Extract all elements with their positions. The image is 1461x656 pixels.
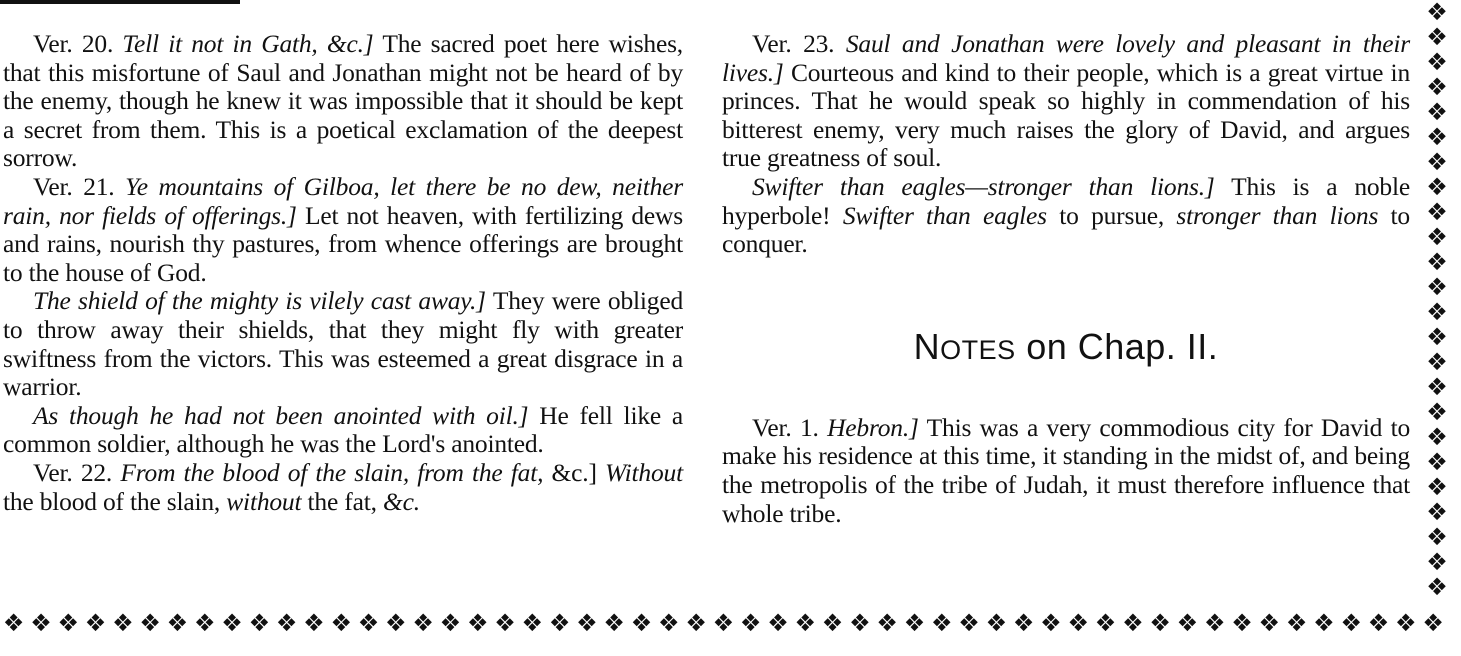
verse-number: Ver. 22. <box>33 457 113 487</box>
verse-quote: Swifter than eagles—stronger than lions.] <box>752 171 1215 201</box>
fleuron-ornament: ❖ <box>1203 609 1226 637</box>
fleuron-ornament: ❖ <box>1426 148 1448 176</box>
note-shield <box>3 287 683 401</box>
fleuron-ornament: ❖ <box>84 609 107 637</box>
fleuron-ornament: ❖ <box>1426 23 1448 51</box>
fleuron-ornament: ❖ <box>1040 609 1062 637</box>
verse-quote: From the blood of the slain, from the fat, <box>120 457 544 487</box>
fleuron-ornament: ❖ <box>112 609 134 637</box>
fleuron-ornament: ❖ <box>1258 609 1281 637</box>
verse-quote: Saul and Jonathan were lovely and pleasant in their lives.] <box>722 29 1410 87</box>
note-text: the blood of the slain, <box>3 486 227 516</box>
verse-number: Ver. 21. <box>33 171 115 201</box>
fleuron-ornament: ❖ <box>1426 223 1448 251</box>
fleuron-ornament: ❖ <box>1285 609 1308 637</box>
note-text: This was a very commodious city for David to make his residence at this time, it standing in the midst of, and being the metropolis of the tribe of Judah, it must therefore influence that whole tribe. <box>722 412 1411 528</box>
note-text: Courteous and kind to their people, which is a great virtue in princes. That he would speak so highly in commendation of his bitterest enemy, very much raises the glory of David, and argues true greatness of soul. <box>722 57 1410 173</box>
note-text: This is a noble hyperbole! <box>722 171 1410 230</box>
fleuron-ornament: ❖ <box>1426 398 1448 426</box>
fleuron-ornament: ❖ <box>1231 609 1253 637</box>
fleuron-ornament: ❖ <box>1426 173 1448 201</box>
note-text: Let not heaven, with fertilizing dews and rains, nourish thy pastures, from whence offerings are brought to the house of God. <box>3 200 683 287</box>
fleuron-ornament: ❖ <box>57 609 79 637</box>
verse-quote: As though he had not been anointed with oil.] <box>33 400 529 430</box>
note-verse-23 <box>722 30 1410 173</box>
note-verse-22 <box>3 459 683 516</box>
verse-number: Ver. 1. <box>752 412 819 442</box>
emphasis-word: Without <box>605 457 683 487</box>
fleuron-ornament: ❖ <box>1395 609 1417 637</box>
fleuron-ornament: ❖ <box>794 609 817 637</box>
fleuron-ornament: ❖ <box>1426 48 1448 76</box>
top-rule <box>0 0 240 4</box>
note-chapter2-verse-1 <box>722 414 1410 528</box>
fleuron-ornament: ❖ <box>1426 0 1448 26</box>
section-heading <box>722 327 1410 370</box>
fleuron-ornament: ❖ <box>248 609 271 637</box>
fleuron-ornament: ❖ <box>193 609 216 637</box>
fleuron-ornament: ❖ <box>494 609 516 637</box>
fleuron-ornament: ❖ <box>1426 273 1448 301</box>
fleuron-ornament: ❖ <box>1067 609 1089 637</box>
heading-smallcaps: OTES <box>940 334 1016 365</box>
fleuron-ornament: ❖ <box>821 609 844 637</box>
fleuron-ornament: ❖ <box>1426 123 1448 151</box>
fleuron-ornament: ❖ <box>903 609 926 637</box>
ornamental-border-right <box>1421 0 1453 600</box>
fleuron-ornament: ❖ <box>849 609 871 637</box>
fleuron-ornament: ❖ <box>1426 498 1448 526</box>
fleuron-ornament: ❖ <box>1422 609 1444 637</box>
fleuron-ornament: ❖ <box>658 609 680 637</box>
fleuron-ornament: ❖ <box>30 609 52 637</box>
note-verse-20 <box>3 30 683 173</box>
note-verse-21 <box>3 173 683 287</box>
note-text: They were obliged to throw away their shields, that they might fly with greater swiftness from the victors. This was esteemed a great disgrace in a warrior. <box>3 286 683 402</box>
fleuron-ornament: ❖ <box>1012 609 1035 637</box>
emphasis-etc: &c. <box>382 486 420 516</box>
verse-quote: Ye mountains of Gilboa, let there be no dew, neither rain, nor fields of offerings.] <box>3 171 683 230</box>
fleuron-ornament: ❖ <box>2 609 25 637</box>
fleuron-ornament: ❖ <box>1340 609 1362 637</box>
fleuron-ornament: ❖ <box>576 609 598 637</box>
fleuron-ornament: ❖ <box>767 609 789 637</box>
emphasis-word: without <box>226 486 302 516</box>
emphasis-phrase: Swifter than eagles <box>842 200 1047 230</box>
fleuron-ornament: ❖ <box>876 609 898 637</box>
fleuron-ornament: ❖ <box>1176 609 1199 637</box>
fleuron-ornament: ❖ <box>1426 373 1448 401</box>
fleuron-ornament: ❖ <box>275 609 298 637</box>
fleuron-ornament: ❖ <box>166 609 189 637</box>
fleuron-ornament: ❖ <box>1426 323 1448 351</box>
verse-number: Ver. 23. <box>752 29 835 58</box>
fleuron-ornament: ❖ <box>412 609 434 637</box>
fleuron-ornament: ❖ <box>1426 98 1448 126</box>
verse-quote: Tell it not in Gath, &c.] <box>122 29 374 58</box>
fleuron-ornament: ❖ <box>630 609 653 637</box>
fleuron-ornament: ❖ <box>221 609 243 637</box>
fleuron-ornament: ❖ <box>985 609 1008 637</box>
fleuron-ornament: ❖ <box>930 609 953 637</box>
fleuron-ornament: ❖ <box>1426 298 1448 326</box>
note-text: He fell like a common soldier, although he was the Lord's anointed. <box>3 400 683 459</box>
fleuron-ornament: ❖ <box>139 609 161 637</box>
emphasis-phrase: stronger than lions <box>1176 200 1379 230</box>
note-text: the fat, <box>301 486 383 516</box>
fleuron-ornament: ❖ <box>739 609 762 637</box>
left-column <box>3 30 683 516</box>
note-text: The sacred poet here wishes, that this misfortune of Saul and Jonathan might not be heard of by the enemy, though he knew it was impossible that it should be kept a secret from them. This is a poetical exclamation of the deepest sorrow. <box>3 29 683 173</box>
fleuron-ornament: ❖ <box>548 609 571 637</box>
fleuron-ornament: ❖ <box>357 609 380 637</box>
fleuron-ornament: ❖ <box>1122 609 1144 637</box>
note-anointed <box>3 402 683 459</box>
fleuron-ornament: ❖ <box>603 609 625 637</box>
fleuron-ornament: ❖ <box>521 609 544 637</box>
note-swifter <box>722 173 1410 259</box>
fleuron-ornament: ❖ <box>330 609 352 637</box>
fleuron-ornament: ❖ <box>958 609 980 637</box>
verse-quote: The shield of the mighty is vilely cast away.] <box>33 286 486 316</box>
right-column <box>722 30 1410 528</box>
fleuron-ornament: ❖ <box>1426 473 1448 501</box>
fleuron-ornament: ❖ <box>685 609 707 637</box>
fleuron-ornament: ❖ <box>385 609 407 637</box>
fleuron-ornament: ❖ <box>1426 348 1448 376</box>
fleuron-ornament: ❖ <box>1426 448 1448 476</box>
fleuron-ornament: ❖ <box>1094 609 1117 637</box>
note-text: to pursue, <box>1046 200 1177 230</box>
note-text: to conquer. <box>722 200 1410 259</box>
fleuron-ornament: ❖ <box>1367 609 1390 637</box>
fleuron-ornament: ❖ <box>712 609 735 637</box>
fleuron-ornament: ❖ <box>1426 573 1448 600</box>
fleuron-ornament: ❖ <box>1313 609 1335 637</box>
verse-number: Ver. 20. <box>33 29 114 58</box>
fleuron-ornament: ❖ <box>439 609 462 637</box>
fleuron-ornament: ❖ <box>466 609 489 637</box>
verse-quote: Hebron.] <box>827 412 919 442</box>
ornamental-border-bottom <box>0 603 1455 643</box>
fleuron-ornament: ❖ <box>1426 423 1448 451</box>
fleuron-ornament: ❖ <box>1426 73 1448 101</box>
fleuron-ornament: ❖ <box>1426 523 1448 551</box>
fleuron-ornament: ❖ <box>1426 248 1448 276</box>
fleuron-ornament: ❖ <box>1149 609 1171 637</box>
fleuron-ornament: ❖ <box>1426 198 1448 226</box>
heading-rest: on Chap. II. <box>1015 325 1219 367</box>
fleuron-ornament: ❖ <box>303 609 325 637</box>
heading-initial: N <box>913 325 941 367</box>
fleuron-ornament: ❖ <box>1426 548 1448 576</box>
verse-quote-end: &c.] <box>543 457 597 487</box>
